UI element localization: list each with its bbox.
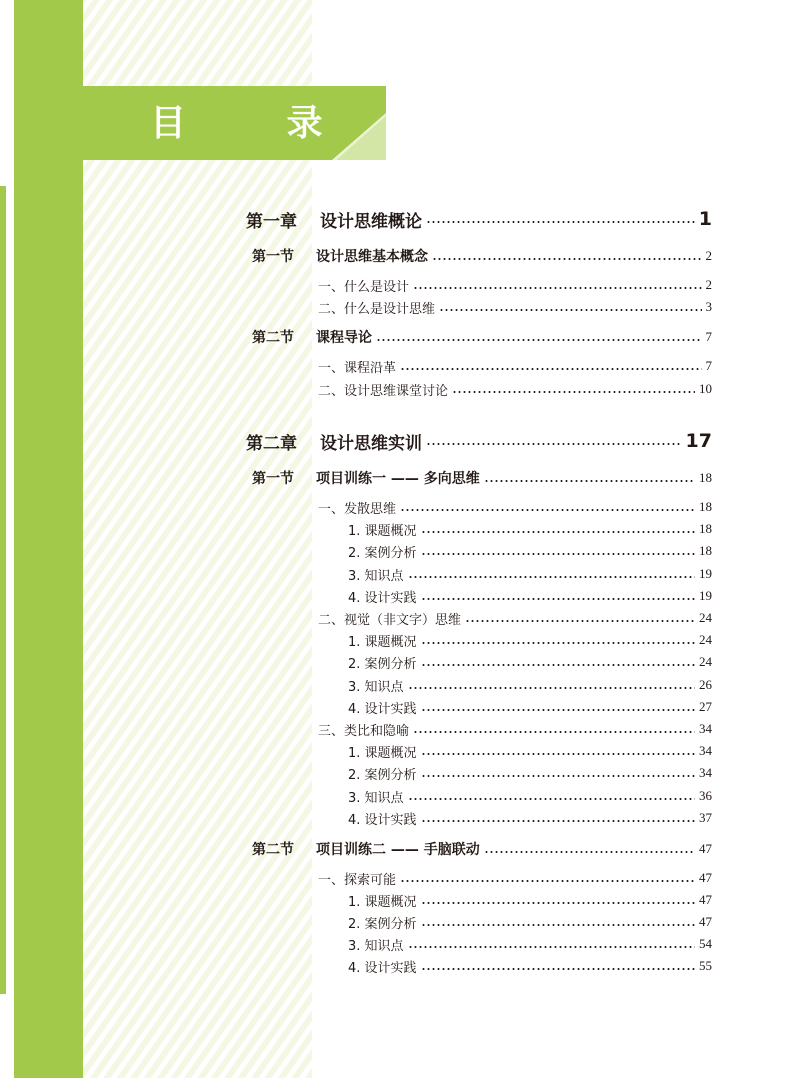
toc-subsub-row[interactable]: [348, 540, 712, 562]
toc-chapter-number: 第二章: [246, 433, 297, 454]
toc-page-number: 18: [699, 543, 712, 558]
toc-page-number: 54: [699, 936, 712, 951]
toc-sub-title: 二、什么是设计思维: [318, 301, 436, 317]
toc-page-number: 18: [699, 521, 712, 536]
dot-leader: [408, 798, 695, 800]
toc-sub-title: 二、设计思维课堂讨论: [318, 383, 449, 399]
toc-page-number: 47: [699, 870, 712, 885]
toc-subsub-title: 1. 课题概况: [348, 634, 417, 650]
toc-sub-title: 一、课程沿革: [318, 360, 397, 376]
toc-subsub-title: 4. 设计实践: [348, 812, 417, 828]
dot-leader: [421, 820, 695, 822]
toc-subsub-row[interactable]: [348, 563, 712, 585]
toc-subsub-row[interactable]: [348, 674, 712, 696]
toc-page-number: 34: [699, 721, 712, 736]
toc-subsub-title: 3. 知识点: [348, 568, 404, 584]
toc-chapter-row[interactable]: [246, 208, 712, 230]
toc-sub-title: 二、视觉（非文字）思维: [318, 612, 462, 628]
toc-subsub-title: 1. 课题概况: [348, 894, 417, 910]
toc-subsub-row[interactable]: [348, 585, 712, 607]
toc-page-number: 55: [699, 958, 712, 973]
toc-page-number: 1: [698, 208, 712, 230]
toc-page-number: 36: [699, 788, 712, 803]
toc-subsub-row[interactable]: [348, 955, 712, 977]
dot-leader: [421, 902, 695, 904]
toc-page-number: 7: [705, 358, 712, 373]
dot-leader: [421, 924, 695, 926]
dot-leader: [465, 620, 695, 622]
dot-leader: [421, 709, 695, 711]
toc-subsub-row[interactable]: [348, 785, 712, 807]
toc-sub-title: 一、发散思维: [318, 501, 397, 517]
toc-section-title: 项目训练二 —— 手脑联动: [316, 842, 480, 858]
toc-subsub-row[interactable]: [348, 807, 712, 829]
toc-sub-row[interactable]: [318, 355, 712, 377]
toc-page-number: 24: [699, 654, 712, 669]
toc-chapter-number: 第一章: [246, 211, 297, 232]
dot-leader: [432, 258, 702, 260]
dot-leader: [421, 642, 695, 644]
toc-page-number: 18: [699, 470, 712, 485]
dot-leader: [408, 687, 695, 689]
toc-sub-row[interactable]: [318, 378, 712, 400]
toc-sub-row[interactable]: [318, 496, 712, 518]
toc-page-number: 19: [699, 566, 712, 581]
toc-page-number: 27: [699, 699, 712, 714]
dot-leader: [400, 368, 701, 370]
toc-page-number: 37: [699, 810, 712, 825]
toc-section-number: 第一节: [252, 249, 294, 265]
toc-page-number: 3: [705, 299, 712, 314]
toc-subsub-title: 4. 设计实践: [348, 701, 417, 717]
dot-leader: [400, 880, 695, 882]
toc-chapter-title: 设计思维概论: [320, 211, 422, 232]
dot-leader: [426, 443, 682, 445]
dot-leader: [484, 480, 695, 482]
dot-leader: [421, 531, 695, 533]
toc-sub-row[interactable]: [318, 607, 712, 629]
toc-section-title: 课程导论: [316, 330, 372, 346]
toc-subsub-row[interactable]: [348, 629, 712, 651]
dot-leader: [421, 753, 695, 755]
toc-page-number: 19: [699, 588, 712, 603]
toc-page-number: 24: [699, 632, 712, 647]
toc-page-number: 18: [699, 499, 712, 514]
dot-leader: [408, 946, 695, 948]
toc-sub-row[interactable]: [318, 274, 712, 296]
toc-page-number: 47: [699, 892, 712, 907]
dot-leader: [408, 576, 695, 578]
toc-page-number: 26: [699, 677, 712, 692]
toc-subsub-row[interactable]: [348, 933, 712, 955]
toc-section-row[interactable]: [252, 838, 712, 860]
toc-chapter-title: 设计思维实训: [320, 433, 422, 454]
toc-section-row[interactable]: [252, 245, 712, 267]
dot-leader: [421, 598, 695, 600]
toc-subsub-title: 2. 案例分析: [348, 656, 417, 672]
toc-page-number: 2: [705, 277, 712, 292]
toc-page-number: 2: [705, 248, 712, 263]
dot-leader: [400, 509, 695, 511]
toc-subsub-title: 1. 课题概况: [348, 523, 417, 539]
dot-leader: [421, 775, 695, 777]
toc-section-number: 第二节: [252, 842, 294, 858]
toc-subsub-title: 1. 课题概况: [348, 745, 417, 761]
toc-section-row[interactable]: [252, 467, 712, 489]
toc-page-number: 47: [699, 841, 712, 856]
dot-leader: [413, 731, 695, 733]
toc-sub-title: 一、什么是设计: [318, 279, 410, 295]
toc-sub-row[interactable]: [318, 867, 712, 889]
toc-subsub-title: 3. 知识点: [348, 938, 404, 954]
toc-page-number: 47: [699, 914, 712, 929]
toc-page-number: 10: [699, 381, 712, 396]
dot-leader: [452, 391, 695, 393]
toc-section-title: 设计思维基本概念: [316, 249, 428, 265]
toc-page-number: 34: [699, 765, 712, 780]
toc-subsub-title: 4. 设计实践: [348, 590, 417, 606]
toc-subsub-row[interactable]: [348, 762, 712, 784]
toc-chapter-row[interactable]: [246, 430, 712, 452]
toc-subsub-row[interactable]: [348, 889, 712, 911]
toc-page-number: 17: [685, 430, 712, 452]
toc-page-number: 7: [705, 329, 712, 344]
dot-leader: [376, 339, 702, 341]
toc-subsub-row[interactable]: [348, 696, 712, 718]
dot-leader: [421, 664, 695, 666]
toc-subsub-title: 3. 知识点: [348, 679, 404, 695]
dot-leader: [484, 851, 695, 853]
toc-subsub-title: 2. 案例分析: [348, 767, 417, 783]
toc-subsub-row[interactable]: [348, 911, 712, 933]
toc-subsub-row[interactable]: [348, 740, 712, 762]
toc-sub-row[interactable]: [318, 296, 712, 318]
toc-sub-row[interactable]: [318, 718, 712, 740]
toc-subsub-row[interactable]: [348, 651, 712, 673]
toc-sub-title: 三、类比和隐喻: [318, 723, 410, 739]
toc-section-number: 第一节: [252, 471, 294, 487]
dot-leader: [426, 221, 695, 223]
toc-section-number: 第二节: [252, 330, 294, 346]
toc-page-number: 24: [699, 610, 712, 625]
dot-leader: [439, 309, 701, 311]
dot-leader: [421, 968, 695, 970]
dot-leader: [421, 553, 695, 555]
toc-section-title: 项目训练一 —— 多向思维: [316, 471, 480, 487]
dot-leader: [413, 287, 701, 289]
toc-subsub-title: 3. 知识点: [348, 790, 404, 806]
toc-subsub-row[interactable]: [348, 518, 712, 540]
toc-subsub-title: 2. 案例分析: [348, 545, 417, 561]
toc-subsub-title: 2. 案例分析: [348, 916, 417, 932]
toc-sub-title: 一、探索可能: [318, 872, 397, 888]
page-title: 目 录: [150, 103, 367, 144]
toc-subsub-title: 4. 设计实践: [348, 960, 417, 976]
toc-section-row[interactable]: [252, 326, 712, 348]
toc-page-number: 34: [699, 743, 712, 758]
